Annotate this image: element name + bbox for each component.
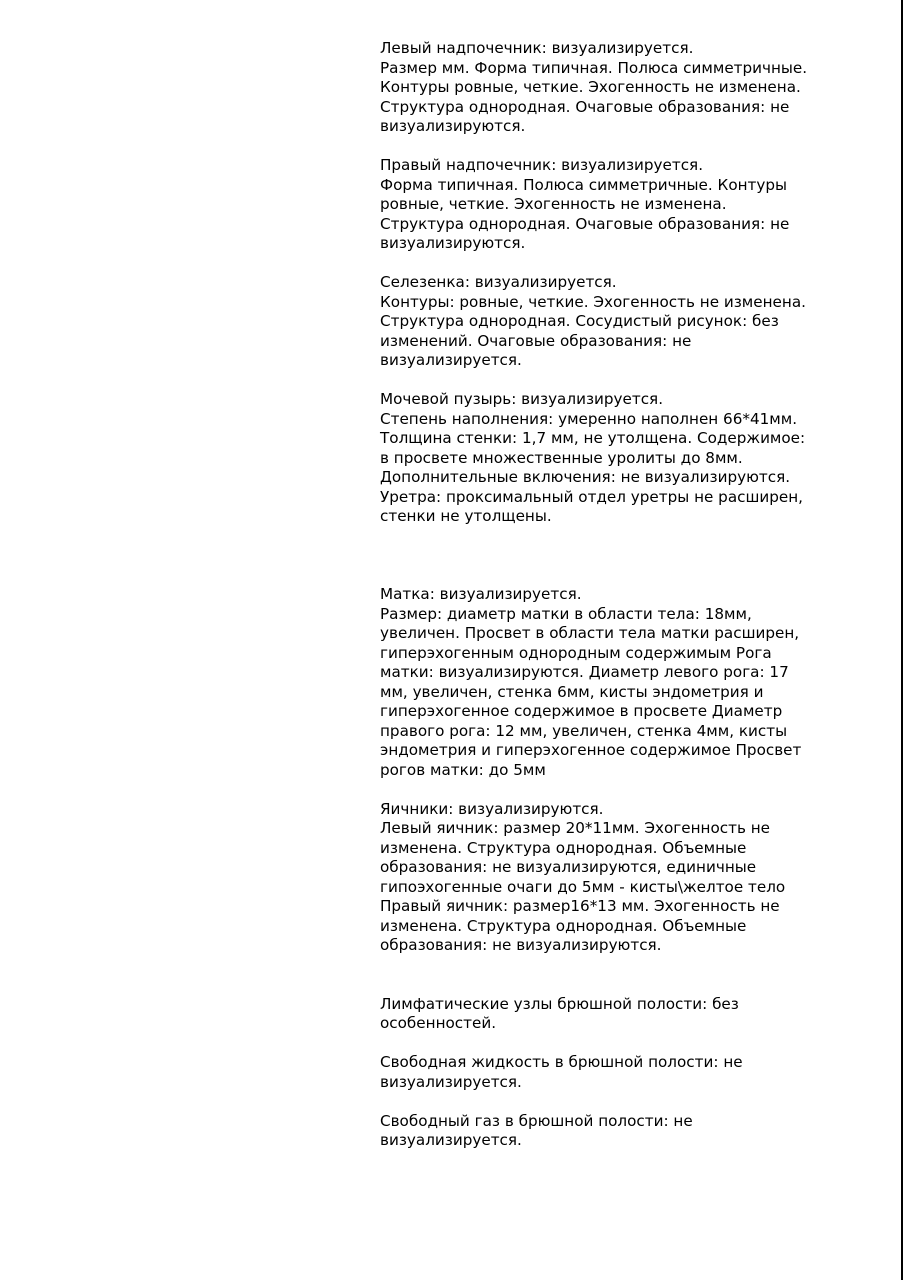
spacer: [380, 1034, 885, 1054]
text-line: в просвете множественные уролиты до 8мм.: [380, 448, 743, 467]
spacer: [380, 1092, 885, 1112]
text-line: Форма типичная. Полюса симметричные. Контуры: [380, 175, 788, 194]
text-line: особенностей.: [380, 1014, 497, 1032]
spacer: [380, 137, 885, 157]
text-line: Левый надпочечник: визуализируется.: [380, 39, 694, 57]
text-line: Мочевой пузырь: визуализируется.: [380, 390, 664, 408]
text-line: Дополнительные включения: не визуализируются.: [380, 468, 791, 486]
lymph-nodes-section: [380, 995, 885, 1034]
text-line: Контуры ровные, четкие. Эхогенность не изменена.: [380, 78, 801, 96]
text-line: гиперэхогенное содержимое в просвете Диаметр: [380, 702, 783, 720]
text-line: Размер: диаметр матки в области тела: 18мм,: [380, 604, 752, 623]
text-line: рогов матки: до 5мм: [380, 760, 546, 779]
text-line: Контуры: ровные, четкие. Эхогенность не изменена.: [380, 292, 806, 311]
text-line: изменена. Структура однородная. Объемные: [380, 916, 747, 935]
spacer: [380, 371, 885, 391]
spacer: [380, 956, 885, 995]
text-line: визуализируются.: [380, 234, 526, 252]
bladder-section: [380, 390, 885, 527]
spacer: [380, 780, 885, 800]
text-line: изменена. Структура однородная. Объемные: [380, 838, 747, 857]
right-adrenal-section: [380, 156, 885, 254]
text-line: Степень наполнения: умеренно наполнен 66*41мм.: [380, 409, 798, 428]
text-line: Структура однородная. Очаговые образования: не: [380, 97, 790, 116]
text-line: Левый яичник: размер 20*11мм. Эхогенность не: [380, 819, 771, 837]
text-line: стенки не утолщены.: [380, 507, 552, 525]
text-line: визуализируются.: [380, 117, 526, 135]
text-line: Свободный газ в брюшной полости: не: [380, 1111, 693, 1130]
text-line: Яичники: визуализируются.: [380, 799, 604, 818]
text-line: Толщина стенки: 1,7 мм, не утолщена. Содержимое:: [380, 429, 806, 447]
text-line: Размер мм. Форма типичная. Полюса симметричные.: [380, 58, 808, 77]
text-line: визуализируется.: [380, 1131, 522, 1149]
text-line: изменений. Очаговые образования: не: [380, 331, 692, 350]
free-gas-section: [380, 1112, 885, 1151]
report-body: [380, 39, 885, 1151]
text-line: гиперэхогенным однородным содержимым Рога: [380, 643, 772, 662]
text-line: мм, увеличен, стенка 6мм, кисты эндометрия и: [380, 682, 764, 701]
text-line: Лимфатические узлы брюшной полости: без: [380, 994, 739, 1013]
text-line: Правый надпочечник: визуализируется.: [380, 156, 704, 174]
text-line: Структура однородная. Очаговые образования: не: [380, 214, 790, 233]
uterus-section: [380, 585, 885, 780]
text-line: Свободная жидкость в брюшной полости: не: [380, 1053, 743, 1071]
text-line: увеличен. Просвет в области тела матки расширен,: [380, 624, 800, 642]
text-line: эндометрия и гиперэхогенное содержимое Просвет: [380, 741, 802, 759]
spacer: [380, 254, 885, 274]
text-line: Селезенка: визуализируется.: [380, 273, 617, 291]
ovaries-section: [380, 800, 885, 956]
text-line: Уретра: проксимальный отдел уретры не расширен,: [380, 487, 803, 506]
text-line: гипоэхогенные очаги до 5мм - кисты\желтое тело: [380, 877, 786, 896]
text-line: ровные, четкие. Эхогенность не изменена.: [380, 195, 727, 213]
text-line: Матка: визуализируется.: [380, 585, 582, 603]
spacer: [380, 527, 885, 586]
spleen-section: [380, 273, 885, 371]
text-line: образования: не визуализируются, единичные: [380, 858, 757, 876]
text-line: образования: не визуализируются.: [380, 936, 662, 954]
free-fluid-section: [380, 1053, 885, 1092]
text-line: Структура однородная. Сосудистый рисунок: без: [380, 312, 779, 330]
text-line: матки: визуализируются. Диаметр левого рога: 17: [380, 663, 789, 681]
text-line: правого рога: 12 мм, увеличен, стенка 4мм, кисты: [380, 721, 788, 740]
left-adrenal-section: [380, 39, 885, 137]
text-line: визуализируется.: [380, 351, 522, 369]
text-line: Правый яичник: размер16*13 мм. Эхогенность не: [380, 897, 780, 915]
text-line: визуализируется.: [380, 1072, 522, 1091]
